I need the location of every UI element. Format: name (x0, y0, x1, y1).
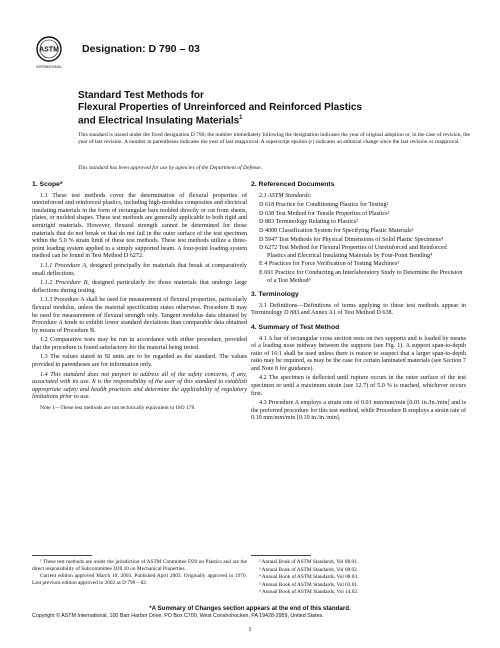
footnote: Current edition approved March 10, 2003. Published April 2003. Originally approved in 1970. Last previous edition approved in 2002 as D 790 – 02. (32, 573, 247, 586)
astm-logo (36, 36, 62, 70)
footnote: ¹ These test methods are under the jurisdiction of ASTM Committee D20 on Plastics and are the direct responsibility of Subcommittee D20.10 on Mechanical Properties. (32, 559, 247, 572)
terminology-section (251, 291, 466, 318)
para-1-1-2: 1.1.2 Procedure B, designed particularly for those materials that undergo large deflections during testing. (32, 280, 247, 294)
terminology-heading: 3. Terminology (251, 291, 299, 299)
reference-item: D 5947 Test Methods for Physical Dimensions of Solid Plastic Specimens⁴ (259, 236, 444, 243)
para-3-1: 3.1 Definitions—Definitions of terms applying to these test methods appear in Terminology D 883 and Annex A1 of Test Method D 638. (251, 302, 466, 317)
footnotes-right (251, 559, 466, 597)
para-1-1: 1.1 These test methods cover the determination of flexural properties of unreinforced and reinforced plastics, including high-modulus composites and electrical insulating materials in the form of rectangular bars molded directly or cut from sheets, plates, or molded shapes. These test methods are generally applicable to both rigid and semirigid materials. However, flexural strength cannot be determined for those materials that do not break or that do not fail in the outer surface of the test specimen within the 5.0 % strain limit of these test methods. These test methods utilize a three-point loading system applied to a simply supported beam. A four-point loading system method can be found in Test Method D 6272. (32, 192, 247, 260)
footnote: ⁶ Annual Book of ASTM Standards, Vol 14.02. (259, 589, 359, 595)
title-line-1: Standard Test Methods for (78, 90, 204, 101)
title-line-3: and Electrical Insulating Materials$^1$ (78, 115, 243, 127)
footnotes-left (32, 559, 247, 587)
para-4-2: 4.2 The specimen is deflected until rupture occurs in the outer surface of the test specimen or until a maximum strain (see 12.7) of 5.0 % is reached, whichever occurs first. (251, 375, 466, 397)
footnote: ² Annual Book of ASTM Standards, Vol 08.01. (259, 559, 359, 565)
title-line-2: Flexural Properties of Unreinforced and Reinforced Plastics (78, 101, 362, 113)
footnote: ³ Annual Book of ASTM Standards, Vol 08.02. (259, 566, 359, 573)
svg-text:ASTM: ASTM (39, 46, 59, 54)
reference-item: D 618 Practice for Conditioning Plastics for Testing² (259, 202, 389, 209)
page-number: 1 (248, 626, 252, 633)
para-4-3: 4.3 Procedure A employs a strain rate of 0.01 mm/mm/min [0.01 in./in./min] and is the preferred procedure for this test method, while Procedure B employs a strain rate of 0.10 mm/mm/min [0.10 in./in./min]. (251, 400, 466, 422)
reference-item: D 4000 Classification System for Specifying Plastic Materials³ (259, 227, 414, 234)
reference-item: D 6272 Test Method for Flexural Properties of Unreinforced and Reinforced Plastics and Electrical Insulating Materials by Four-Point Bending⁴ (259, 245, 447, 259)
right-column (251, 181, 466, 429)
referenced-documents-section (251, 181, 466, 285)
reference-item: D 883 Terminology Relating to Plastics² (259, 219, 359, 226)
footnote: ⁵ Annual Book of ASTM Standards, Vol 03.01. (259, 581, 359, 588)
summary-of-changes-note: *A Summary of Changes section appears at the end of this standard. (149, 605, 351, 612)
astm-logo-icon (36, 36, 62, 70)
para-1-1-1: 1.1.1 Procedure A, designed principally for materials that break at comparatively small deflections. (32, 262, 247, 277)
refs-heading: 2. Referenced Documents (251, 181, 335, 188)
document-title (78, 90, 468, 127)
reference-item: D 638 Test Method for Tensile Properties of Plastics² (259, 210, 390, 217)
para-1-1-3: 1.1.3 Procedure A shall be used for measurement of flexural properties, particularly flexural modulus, unless the material specification states otherwise. Procedure B may be used for measurement of flexural strength only. Tangent modulus data obtained by Procedure A tends to exhibit lower standard deviations than comparable data obtained by means of Procedure B. (32, 297, 247, 334)
refs-subheading: 2.1 ASTM Standards: (259, 192, 312, 199)
para-1-3: 1.3 The values stated in SI units are to be regarded as the standard. The values provided in parentheses are for information only. (32, 354, 247, 369)
footnote: ⁴ Annual Book of ASTM Standards, Vol 08.03. (259, 574, 359, 580)
footnote-divider (32, 555, 92, 556)
standard-note: This standard is issued under the fixed designation D 790; the number immediately following the designation indicates the year of original adoption or, in the case of revision, the year of last revision. A number in parentheses indicates the year of last reapproval. A superscript epsilon (ε) indicates an editorial change since the last revision or reapproval. (78, 132, 470, 145)
note-1: Note 1—These test methods are not technically equivalent to ISO 178. (40, 405, 196, 412)
footnote-divider (251, 555, 311, 556)
scope-heading: 1. Scope* (32, 181, 63, 188)
summary-heading: 4. Summary of Test Method (251, 323, 340, 331)
dod-note: This standard has been approved for use by agencies of the Department of Defense. (78, 165, 263, 171)
para-1-2: 1.2 Comparative tests may be run in accordance with either procedure, provided that the procedure is found satisfactory for the material being tested. (32, 337, 247, 351)
reference-list (251, 202, 466, 285)
reference-item: E 691 Practice for Conducting an Interlaboratory Study to Determine the Precision of a Test Method⁶ (259, 269, 463, 284)
para-1-4: 1.4 This standard does not purport to address all of the safety concerns, if any, associated with its use. It is the responsibility of the user of this standard to establish appropriate safety and health practices and determine the applicability of regulatory limitations prior to use. (32, 371, 247, 401)
reference-item: E 4 Practices for Force Verification of Testing Machines⁵ (259, 261, 400, 268)
left-column (32, 181, 247, 414)
svg-text:INTERNATIONAL: INTERNATIONAL (36, 65, 62, 69)
summary-section (251, 324, 466, 423)
designation: Designation: D 790 – 03 (82, 43, 200, 55)
para-4-1: 4.1 A bar of rectangular cross section rests on two supports and is loaded by means of a loading nose midway between the supports (see Fig. 1). A support span-to-depth ratio of 16:1 shall be used unless there is reason to suspect that a larger span-to-depth ratio may be required, as may be the case for certain laminated materials (see Section 7 and Note 8 for guidance). (251, 335, 466, 372)
copyright-line: Copyright © ASTM International, 100 Barr Harbor Drive, PO Box C700, West Conshohocken, PA 19428-2959, United States. (32, 613, 324, 619)
